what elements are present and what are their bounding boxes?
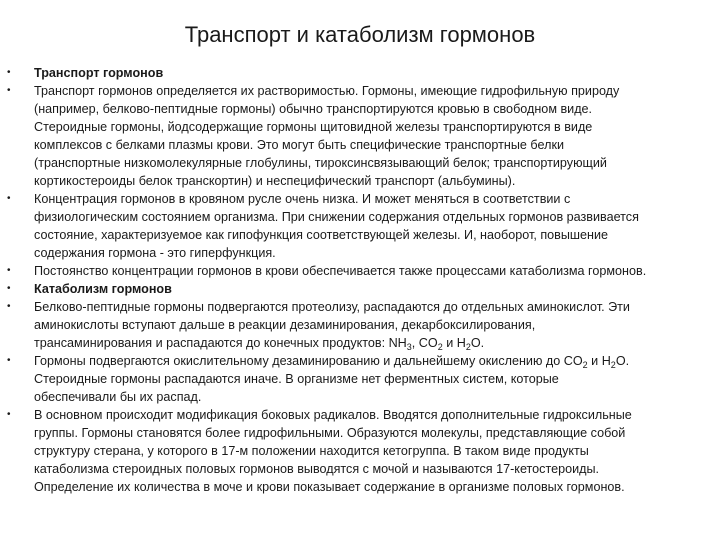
paragraph-line: Стероидные гормоны, йодсодержащие гормоны щитовидной железы транспортируются в виде <box>34 120 593 134</box>
paragraph-line: Определение их количества в моче и крови показывает содержание в организме половых гормонов. <box>34 480 625 494</box>
slide-title: Транспорт и катаболизм гормонов <box>184 22 536 47</box>
subscript: 2 <box>465 342 471 352</box>
bullet-dot-icon: • <box>7 283 11 294</box>
bullet-dot-icon: • <box>7 67 11 78</box>
text-run: О. <box>470 336 485 350</box>
list-item <box>0 352 720 406</box>
paragraph-line <box>34 352 712 370</box>
subscript: 2 <box>582 360 588 370</box>
list-item <box>0 406 720 496</box>
paragraph-line: комплексов с белками плазмы крови. Это могут быть специфические транспортные белки <box>34 138 564 152</box>
bullet-dot-icon: • <box>7 355 11 366</box>
list-item <box>0 298 720 352</box>
text-run: и Н <box>587 354 611 368</box>
section-heading-transport: Транспорт гормонов <box>34 66 164 80</box>
paragraph-line: содержания гормона - это гиперфункция. <box>34 246 276 260</box>
paragraph-line: (например, белково-пептидные гормоны) обычно транспортируются кровью в свободном виде. <box>34 102 593 116</box>
list-item <box>0 64 720 82</box>
section-heading-catabolism: Катаболизм гормонов <box>34 282 172 296</box>
paragraph-line: аминокислоты вступают дальше в реакции дезаминирования, декарбоксилирования, <box>34 318 536 332</box>
list-item <box>0 190 720 262</box>
text-run: , CO <box>411 336 438 350</box>
subscript: 2 <box>610 360 616 370</box>
text-run: и Н <box>442 336 466 350</box>
list-item <box>0 280 720 298</box>
bullet-dot-icon: • <box>7 265 11 276</box>
bullet-dot-icon: • <box>7 193 11 204</box>
paragraph-line: Стероидные гормоны распадаются иначе. В организме нет ферментных систем, которые <box>34 372 559 386</box>
paragraph-line: группы. Гормоны становятся более гидрофильными. Образуются молекулы, представляющие собой <box>34 426 626 440</box>
paragraph-line: физиологическим состоянием организма. При снижении содержания отдельных гормонов развивается <box>34 210 639 224</box>
bullet-dot-icon: • <box>7 85 11 96</box>
paragraph-line: Белково-пептидные гормоны подвергаются протеолизу, распадаются до отдельных аминокислот. Эти <box>34 300 630 314</box>
list-item <box>0 262 720 280</box>
text-run: Гормоны подвергаются окислительному дезаминированию и дальнейшему окислению до CO <box>34 354 583 368</box>
bullet-dot-icon: • <box>7 301 11 312</box>
paragraph-line: обеспечивали бы их распад. <box>34 390 202 404</box>
paragraph-line: кортикостероиды белок транскортин) и неспецифический транспорт (альбумины). <box>34 174 516 188</box>
paragraph-line: Транспорт гормонов определяется их растворимостью. Гормоны, имеющие гидрофильную природу <box>34 84 620 98</box>
paragraph-line: состояние, характеризуемое как гипофункция соответствующей железы. И, наоборот, повышение <box>34 228 609 242</box>
text-run: О. <box>615 354 630 368</box>
paragraph-line <box>34 334 712 352</box>
text-run: трансаминирования и распадаются до конечных продуктов: NH <box>34 336 407 350</box>
paragraph-line: (транспортные низкомолекулярные глобулины, тироксинсвязывающий белок; транспортирующий <box>34 156 607 170</box>
paragraph-line: катаболизма стероидных половых гормонов выводятся с мочой и называются 17-кетостероиды. <box>34 462 600 476</box>
bullet-list <box>0 64 720 496</box>
subscript: 2 <box>437 342 443 352</box>
paragraph-line: В основном происходит модификация боковых радикалов. Вводятся дополнительные гидроксильные <box>34 408 632 422</box>
list-item <box>0 82 720 190</box>
paragraph-line: структуру стерана, у которого в 17-м положении находится кетогруппа. В таком виде продукты <box>34 444 589 458</box>
bullet-dot-icon: • <box>7 409 11 420</box>
subscript: 3 <box>406 342 412 352</box>
paragraph-line: Постоянство концентрации гормонов в крови обеспечивается также процессами катаболизма гормонов. <box>34 264 647 278</box>
paragraph-line: Концентрация гормонов в кровяном русле очень низка. И может меняться в соответствии с <box>34 192 571 206</box>
